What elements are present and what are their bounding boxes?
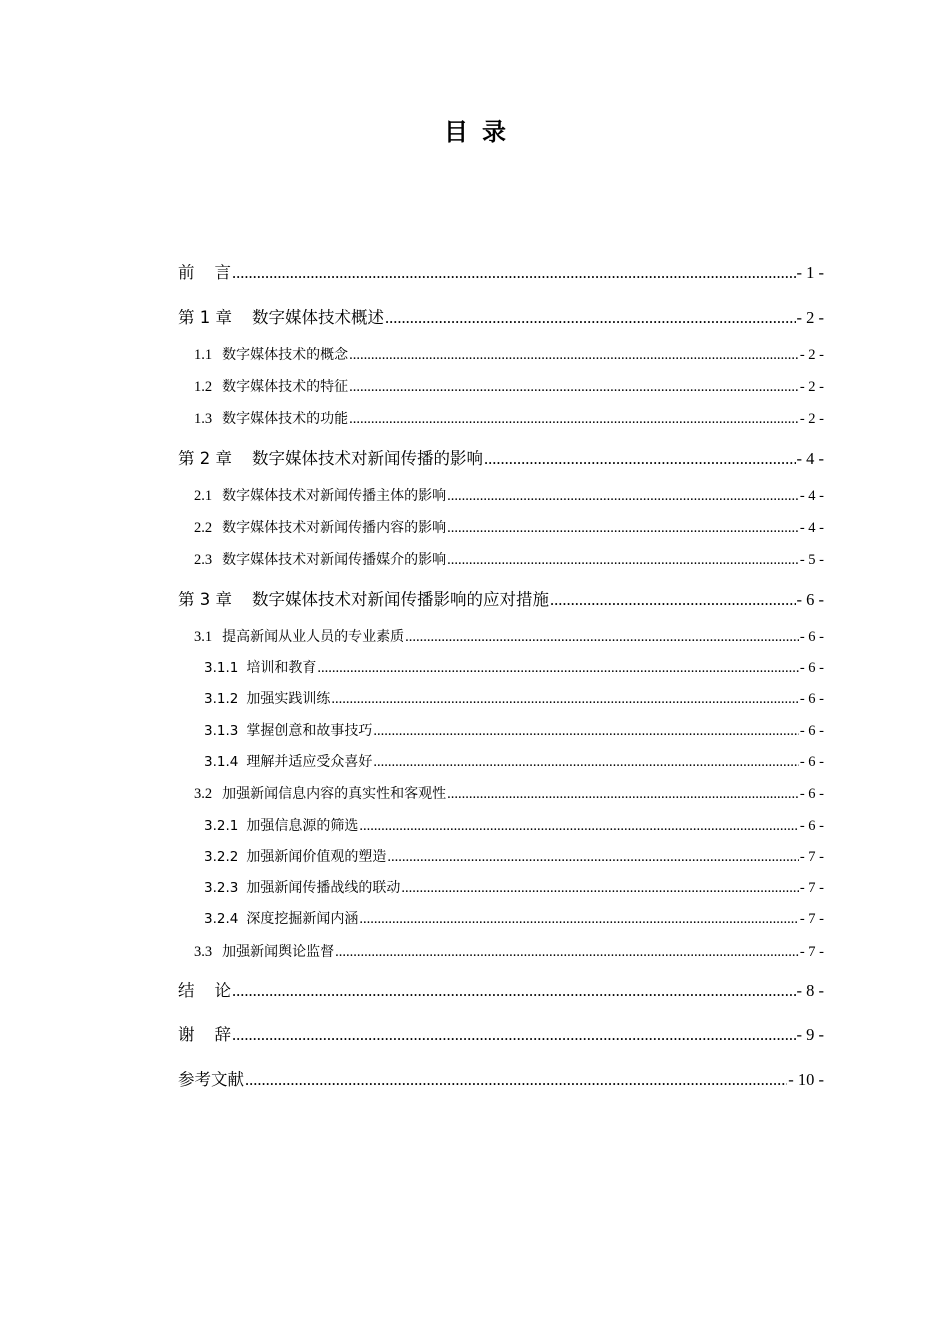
toc-entry-conclusion[interactable] (178, 977, 824, 1001)
toc-entry-label: 数字媒体技术对新闻传播影响的应对措施 (252, 590, 549, 609)
toc-entry-label: 数字媒体技术概述 (252, 308, 384, 327)
toc-entry-label: 理解并适应受众喜好 (246, 754, 373, 770)
toc-entry-acknowledgements[interactable] (178, 1021, 824, 1045)
toc-entry-label: 加强新闻传播战线的联动 (246, 880, 401, 896)
toc-entry-label: 数字媒体技术对新闻传播的影响 (252, 449, 483, 468)
toc-entry-subsection-3-1-4[interactable] (204, 751, 824, 771)
toc-entry-section-2-3[interactable] (194, 549, 824, 569)
toc-entry-number: 2.2 (194, 520, 213, 536)
toc-entry-label: 加强新闻舆论监督 (222, 944, 335, 960)
toc-entry-page: - 4 - (799, 520, 824, 536)
toc-entry-number: 3.1.4 (204, 754, 239, 770)
toc-entry-page: - 2 - (796, 308, 824, 327)
toc-entry-subsection-3-1-3[interactable] (204, 720, 824, 740)
toc-entry-page: - 2 - (799, 379, 824, 395)
toc-entry-number: 3.2.3 (204, 880, 239, 896)
dot-leader (385, 308, 796, 328)
toc-entry-page: - 6 - (796, 590, 824, 609)
toc-entry-section-1-3[interactable] (194, 408, 824, 428)
toc-entry-label: 加强信息源的筛选 (246, 818, 359, 834)
toc-entry-chapter-2[interactable] (178, 445, 824, 469)
toc-entry-label: 加强新闻价值观的塑造 (246, 849, 387, 865)
toc-entry-page: - 10 - (788, 1070, 824, 1089)
toc-entry-number: 2.3 (194, 552, 213, 568)
dot-leader (349, 379, 799, 396)
toc-entry-page: - 4 - (796, 449, 824, 468)
dot-leader (349, 347, 799, 364)
toc-entry-page: - 8 - (796, 981, 824, 1000)
toc-entry-page: - 6 - (799, 691, 824, 707)
dot-leader (447, 552, 799, 569)
dot-leader (373, 754, 798, 771)
toc-entry-number: 第 3 章 (178, 590, 232, 609)
toc-entry-number: 3.1 (194, 629, 213, 645)
toc-entry-page: - 7 - (799, 944, 824, 960)
toc-entry-page: - 2 - (799, 347, 824, 363)
dot-leader (245, 1070, 787, 1090)
toc-entry-subsection-3-2-4[interactable] (204, 908, 824, 928)
toc-entry-page: - 7 - (799, 849, 824, 865)
toc-entry-label: 深度挖掘新闻内涵 (246, 911, 359, 927)
toc-entry-label: 数字媒体技术的概念 (222, 347, 349, 363)
toc-entry-number: 3.1.3 (204, 723, 239, 739)
toc-entry-label: 提高新闻从业人员的专业素质 (222, 629, 405, 645)
dot-leader (331, 691, 798, 708)
toc-entry-number: 第 1 章 (178, 308, 232, 327)
toc-entry-label: 前 言 (178, 263, 231, 282)
dot-leader (359, 818, 798, 835)
dot-leader (232, 981, 796, 1001)
toc-entry-section-2-1[interactable] (194, 485, 824, 505)
toc-entry-section-3-3[interactable] (194, 941, 824, 961)
toc-entry-label: 掌握创意和故事技巧 (246, 723, 373, 739)
toc-entry-subsection-3-2-1[interactable] (204, 815, 824, 835)
dot-leader (447, 488, 799, 505)
toc-entry-label: 谢 辞 (178, 1025, 231, 1044)
toc-entry-label: 加强新闻信息内容的真实性和客观性 (222, 786, 447, 802)
dot-leader (387, 849, 798, 866)
toc-entry-preface[interactable] (178, 259, 824, 283)
toc-entry-subsection-3-2-3[interactable] (204, 877, 824, 897)
toc-entry-label: 加强实践训练 (246, 691, 331, 707)
toc-entry-number: 1.1 (194, 347, 213, 363)
toc-entry-number: 第 2 章 (178, 449, 232, 468)
toc-entry-chapter-1[interactable] (178, 304, 824, 328)
toc-entry-number: 1.2 (194, 379, 213, 395)
toc-entry-page: - 6 - (799, 786, 824, 802)
toc-entry-page: - 6 - (799, 629, 824, 645)
toc-entry-label: 培训和教育 (246, 660, 317, 676)
dot-leader (317, 660, 798, 677)
toc-entry-number: 2.1 (194, 488, 213, 504)
toc-entry-subsection-3-1-2[interactable] (204, 688, 824, 708)
toc-entry-number: 3.1.2 (204, 691, 239, 707)
toc-entry-page: - 7 - (799, 880, 824, 896)
toc-entry-subsection-3-1-1[interactable] (204, 657, 824, 677)
dot-leader (232, 263, 796, 283)
toc-entry-page: - 4 - (799, 488, 824, 504)
toc-title-char: 录 (482, 118, 506, 146)
toc-entry-number: 3.2.2 (204, 849, 239, 865)
toc-entry-label: 数字媒体技术对新闻传播内容的影响 (222, 520, 447, 536)
toc-entry-references[interactable] (178, 1066, 824, 1090)
toc-entry-page: - 6 - (799, 723, 824, 739)
toc-entry-page: - 9 - (796, 1025, 824, 1044)
toc-entry-number: 3.2 (194, 786, 213, 802)
dot-leader (447, 786, 799, 803)
toc-entry-label: 数字媒体技术的功能 (222, 411, 349, 427)
toc-entry-label: 数字媒体技术对新闻传播主体的影响 (222, 488, 447, 504)
dot-leader (447, 520, 799, 537)
dot-leader (373, 723, 798, 740)
toc-entry-label: 结 论 (178, 981, 231, 1000)
toc-entry-page: - 1 - (796, 263, 824, 282)
dot-leader (401, 880, 798, 897)
toc-entry-section-3-2[interactable] (194, 783, 824, 803)
toc-entry-page: - 6 - (799, 818, 824, 834)
dot-leader (349, 411, 799, 428)
dot-leader (550, 590, 796, 610)
toc-entry-section-3-1[interactable] (194, 626, 824, 646)
dot-leader (335, 944, 799, 961)
dot-leader (405, 629, 799, 646)
dot-leader (359, 911, 798, 928)
toc-entry-page: - 6 - (799, 754, 824, 770)
toc-entry-page: - 7 - (799, 911, 824, 927)
toc-entry-label: 数字媒体技术对新闻传播媒介的影响 (222, 552, 447, 568)
toc-title-char: 目 (444, 118, 468, 146)
toc-entry-number: 3.2.1 (204, 818, 239, 834)
toc-entry-section-2-2[interactable] (194, 517, 824, 537)
toc-entry-subsection-3-2-2[interactable] (204, 846, 824, 866)
toc-entry-section-1-2[interactable] (194, 376, 824, 396)
toc-entry-page: - 5 - (799, 552, 824, 568)
toc-entry-chapter-3[interactable] (178, 586, 824, 610)
toc-entry-number: 1.3 (194, 411, 213, 427)
dot-leader (484, 449, 796, 469)
toc-entry-number: 3.1.1 (204, 660, 239, 676)
toc-entry-page: - 6 - (799, 660, 824, 676)
dot-leader (232, 1025, 796, 1045)
toc-entry-section-1-1[interactable] (194, 344, 824, 364)
toc-entry-number: 3.2.4 (204, 911, 239, 927)
toc-entry-label: 参考文献 (178, 1070, 244, 1089)
toc-entry-number: 3.3 (194, 944, 213, 960)
toc-entry-label: 数字媒体技术的特征 (222, 379, 349, 395)
toc-entry-page: - 2 - (799, 411, 824, 427)
